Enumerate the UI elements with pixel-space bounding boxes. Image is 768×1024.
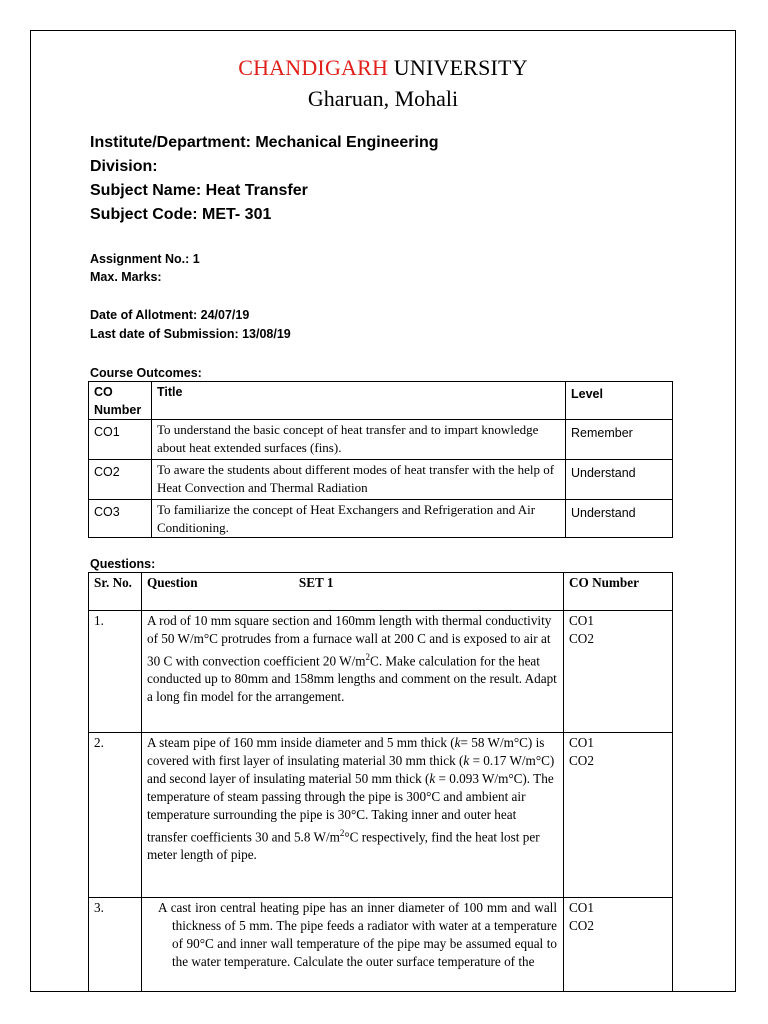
co-level-header: Level [566,382,673,420]
max-marks: Max. Marks: [90,270,162,284]
q-header-row [89,573,673,611]
co-code: CO1 [89,420,152,460]
subject-name-line: Subject Name: Heat Transfer [90,182,308,199]
set-label: SET 1 [298,575,334,590]
co-title-header: Title [152,382,566,420]
university-location: Gharuan, Mohali [307,86,459,111]
division-line: Division: [90,158,158,175]
university-name-red: CHANDIGARH [238,55,389,80]
questions-table [88,572,673,992]
question-text: A rod of 10 mm square section and 160mm length with thermal conductivity of 50 W/m°C protrudes from a furnace wall at 200 C and is exposed to air at 30 C with convection coefficient 20 $W/m^2C$. Make calculation for the heat conducted up to 80mm and 158mm lengths and comment on the result. Adapt a long fin model for the arrangement. [142,611,564,733]
question-sr: 3. [89,898,142,993]
co-title: To understand the basic concept of heat transfer and to impart knowledge about heat extended surfaces (fins). [152,420,566,460]
co-row [89,460,673,500]
co-level: Understand [566,460,673,500]
date-of-allotment: Date of Allotment: 24/07/19 [90,308,250,322]
course-outcomes-label: Course Outcomes: [90,366,202,380]
question-sr: 1. [89,611,142,733]
co-row [89,500,673,538]
question-header [142,573,564,611]
co-code: CO2 [89,460,152,500]
last-date-submission: Last date of Submission: 13/08/19 [90,327,291,341]
question-text: A cast iron central heating pipe has an inner diameter of 100 mm and wall thickness of 5 mm. The pipe feeds a radiator with water at a temperature of 90°C and inner wall temperature of the pipe may be assumed equal to the water temperature. Calculate the outer surface temperature of the [142,898,564,993]
co-title: To aware the students about different modes of heat transfer with the help of Heat Convection and Thermal Radiation [152,460,566,500]
sr-no-header: Sr. No. [89,573,142,611]
question-row [89,898,673,993]
question-row [89,611,673,733]
co-level: Remember [566,420,673,460]
q-co-number-header: CO Number [564,573,673,611]
co-level: Understand [566,500,673,538]
co-title: To familiarize the concept of Heat Exchangers and Refrigeration and Air Conditioning. [152,500,566,538]
course-outcomes-table [88,381,673,538]
subject-code-line: Subject Code: MET- 301 [90,206,272,223]
question-co: CO1 CO2 [564,611,673,733]
co-header-row [89,382,673,420]
assignment-no: Assignment No.: 1 [90,252,200,266]
co-row [89,420,673,460]
university-name-rest: UNIVERSITY [388,55,528,80]
university-name [31,55,735,81]
question-sr: 2. [89,733,142,898]
questions-label: Questions: [90,557,156,571]
document-page [30,30,736,992]
question-row [89,733,673,898]
co-number-header: CO Number [89,382,152,420]
co-code: CO3 [89,500,152,538]
question-header-label: Question [147,575,198,590]
question-co: CO1 CO2 [564,898,673,993]
question-co: CO1 CO2 [564,733,673,898]
department-line: Institute/Department: Mechanical Engineering [90,134,439,151]
question-text: A steam pipe of 160 mm inside diameter and 5 mm thick (k= 58 W/m°C) is covered with first layer of insulating material 30 mm thick (k = 0.17 W/m°C) and second layer of insulating material 50 mm thick (k = 0.093 W/m°C). The temperature of steam passing through the pipe is 300°C and ambient air temperature surrounding the pipe is 30°C. Taking inner and outer heat transfer coefficients 30 and 5.8 $W/m^2^\circ C$ respectively, find the heat lost per meter length of pipe. [142,733,564,898]
